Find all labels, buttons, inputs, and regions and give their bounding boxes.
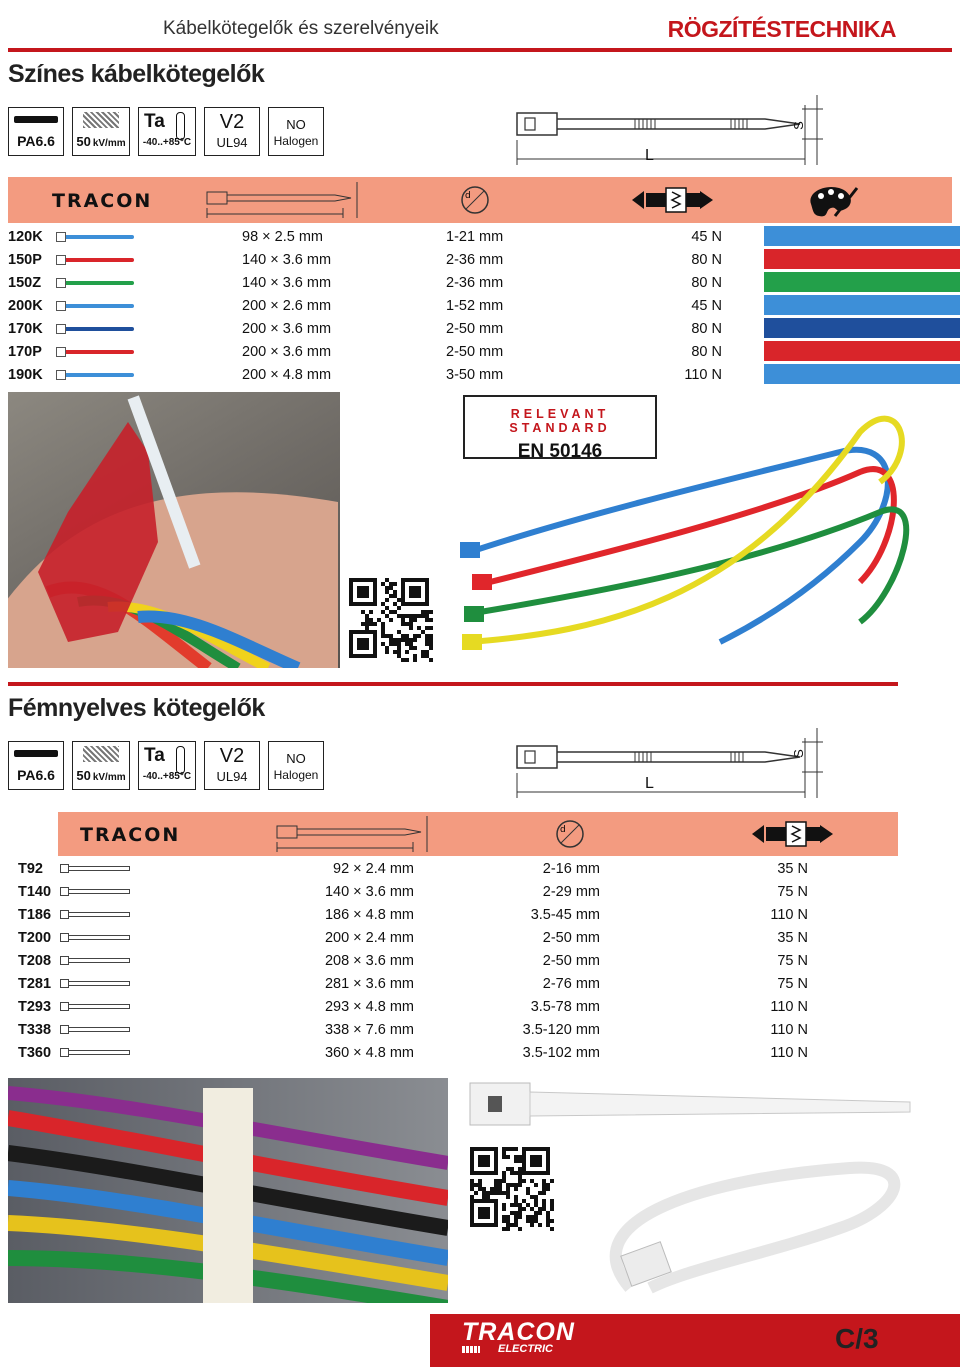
cable-tie-icon [62,327,134,331]
bundle-range: 2-36 mm [446,251,504,268]
width-label: S [790,121,806,130]
metal-tie-icon [66,1027,130,1032]
temperature-box [138,741,196,790]
document-subtitle: Kábelkötegelők és szerelvényeik [163,18,439,39]
length-label: L [645,147,654,164]
tie-head [60,1048,69,1057]
table-row [18,926,808,949]
metal-tie-icon [66,1004,130,1009]
tie-image-cell [58,926,294,949]
footer-brand: TRACON [462,1318,575,1346]
tie-head [56,301,66,311]
tie-head [60,956,69,965]
qr-code-1 [349,578,433,662]
cable-tie-dimension-diagram [505,95,825,170]
fire-class-box [204,741,260,790]
standard-label: RELEVANT STANDARD [509,407,611,435]
tie-head [56,347,66,357]
halogen-box [268,107,324,156]
color-swatch [764,318,960,338]
product-code: T186 [18,906,52,923]
tie-size: 293 × 4.8 mm [324,998,414,1015]
tie-head [56,324,66,334]
cable-tie-icon [62,281,134,285]
tensile-strength: 75 N [777,975,808,992]
tensile-strength-icon-2 [750,817,835,851]
tensile-strength: 75 N [777,883,808,900]
product-code: 200K [8,297,43,314]
halogen-bottom: Halogen [273,134,319,148]
standard-value: EN 50146 [517,441,603,462]
dimension-icon [195,180,365,220]
dielectric-value-row [73,134,129,149]
tie-size: 200 × 3.6 mm [242,320,332,337]
fire-class: V2 [219,745,245,767]
tracon-logo: TRACON [52,190,153,212]
width-label-2: S [790,749,806,758]
table-row [8,317,722,340]
page-number: C/3 [835,1323,879,1354]
tie-size: 200 × 3.6 mm [242,343,332,360]
tie-head [60,864,69,873]
tracon-logo-2: TRACON [80,824,181,846]
tie-image-cell [58,1041,294,1064]
tie-size: 200 × 2.4 mm [324,929,414,946]
lightning-icon [83,112,119,128]
halogen-box [268,741,324,790]
product-photo-cables [8,1078,448,1303]
tie-image-cell [58,880,294,903]
product-code: 170K [8,320,43,337]
bundle-range: 3.5-102 mm [522,1044,600,1061]
tensile-strength: 35 N [777,929,808,946]
tie-image-cell [56,317,242,340]
product-photo-tool [8,392,340,668]
product-code: T281 [18,975,52,992]
svg-text:d: d [560,825,566,835]
product-code: T208 [18,952,52,969]
tie-image-cell [58,857,294,880]
product-code: 150P [8,251,42,268]
length-label-2: L [645,775,654,792]
table-row [18,857,808,880]
product-code: 150Z [8,274,42,291]
product-code: 170P [8,343,42,360]
bundle-range: 2-50 mm [542,929,600,946]
color-swatch [764,272,960,292]
table-row [18,880,808,903]
cable-tie-icon [62,258,134,262]
tie-head [60,1002,69,1011]
cable-tie-icon [14,750,58,757]
table-row [18,949,808,972]
table-row [18,1041,808,1064]
dielectric-box [72,741,130,790]
bundle-range: 2-36 mm [446,274,504,291]
bundle-range: 3.5-45 mm [530,906,600,923]
bundle-range: 2-16 mm [542,860,600,877]
bundle-range: 2-50 mm [446,320,504,337]
cable-tie-icon [62,373,134,377]
product-code: 120K [8,228,43,245]
svg-text:d: d [465,191,471,201]
tie-image-cell [56,225,242,248]
tie-size: 98 × 2.5 mm [242,228,323,245]
cable-tie-icon [14,116,58,123]
bundle-range: 3-50 mm [446,366,504,383]
section2-divider [8,682,898,686]
lightning-icon [83,746,119,762]
tie-size: 338 × 7.6 mm [324,1021,414,1038]
metal-tie-icon [66,889,130,894]
tie-size: 140 × 3.6 mm [242,274,332,291]
color-swatch [764,295,960,315]
fire-standard: UL94 [216,769,248,784]
metal-tie-icon [66,958,130,963]
color-cable-tie-table [8,225,722,386]
tie-size: 186 × 4.8 mm [324,906,414,923]
color-swatch [764,341,960,361]
tie-size: 200 × 4.8 mm [242,366,332,383]
thermometer-icon [176,112,185,140]
tie-size: 140 × 3.6 mm [242,251,332,268]
product-code: T360 [18,1044,52,1061]
bundle-range: 2-50 mm [542,952,600,969]
bundle-range: 3.5-120 mm [522,1021,600,1038]
bundle-range: 2-76 mm [542,975,600,992]
tie-head [56,232,66,242]
dielectric-unit: kV/mm [92,772,126,783]
dielectric-value-row [73,768,129,783]
color-palette-icon [805,182,860,220]
metal-tie-icon [66,912,130,917]
temperature-box [138,107,196,156]
bundle-diameter-icon-2 [550,814,590,856]
fire-class-box [204,107,260,156]
dimension-icon-2 [265,814,435,854]
color-swatch [764,364,960,384]
tie-size: 140 × 3.6 mm [324,883,414,900]
tie-image-cell [58,972,294,995]
metal-tie-table [18,857,808,1064]
tie-image-cell [58,1018,294,1041]
bundle-range: 1-52 mm [446,297,504,314]
tensile-strength: 80 N [691,274,722,291]
color-swatch [764,226,960,246]
tie-image-cell [58,995,294,1018]
tensile-strength: 80 N [691,320,722,337]
product-code: T140 [18,883,52,900]
tie-image-cell [56,340,242,363]
temperature-symbol: Ta [144,745,165,766]
tie-head [56,370,66,380]
tie-size: 200 × 2.6 mm [242,297,332,314]
halogen-top: NO [286,117,306,132]
header-divider [8,48,952,52]
material-box [8,741,64,790]
footer-brand-bars [462,1346,480,1353]
tensile-strength: 35 N [777,860,808,877]
dielectric-value: 50 [76,768,91,783]
category-title: RÖGZÍTÉSTECHNIKA [667,16,896,42]
temperature-range: -40..+85°C [142,137,192,148]
footer-brand-sub: ELECTRIC [498,1343,553,1355]
product-code: T92 [18,860,43,877]
tie-head [56,278,66,288]
tie-image-cell [56,248,242,271]
tie-size: 281 × 3.6 mm [324,975,414,992]
tensile-strength: 110 N [770,1044,808,1061]
tie-head [60,979,69,988]
material-box [8,107,64,156]
table-row [8,225,722,248]
dielectric-box [72,107,130,156]
metal-tie-icon [66,935,130,940]
table-row [8,294,722,317]
temperature-symbol: Ta [144,111,165,132]
tensile-strength: 45 N [691,297,722,314]
dielectric-unit: kV/mm [92,138,126,149]
tensile-strength: 80 N [691,251,722,268]
table-row [18,995,808,1018]
bundle-range: 1-21 mm [446,228,504,245]
bundle-range: 3.5-78 mm [530,998,600,1015]
metal-tie-dimension-diagram [505,728,825,803]
relevant-standard-box [463,395,657,462]
product-code: T293 [18,998,52,1015]
cable-tie-icon [62,304,134,308]
table-row [8,363,722,386]
tensile-strength: 110 N [770,1021,808,1038]
dielectric-value: 50 [76,134,91,149]
qr-code-2 [470,1147,554,1231]
tensile-strength: 45 N [691,228,722,245]
table-row [18,972,808,995]
product-code: 190K [8,366,43,383]
halogen-top: NO [286,751,306,766]
metal-tie-icon [66,981,130,986]
tensile-strength-icon [630,183,715,217]
thermometer-icon [176,746,185,774]
bundle-diameter-icon [455,180,495,222]
bundle-range: 2-29 mm [542,883,600,900]
product-code: T338 [18,1021,52,1038]
tie-size: 92 × 2.4 mm [333,860,414,877]
tie-size: 208 × 3.6 mm [324,952,414,969]
halogen-bottom: Halogen [273,768,319,782]
fire-standard: UL94 [216,135,248,150]
table-row [18,903,808,926]
tie-head [60,910,69,919]
metal-tie-icon [66,866,130,871]
bundle-range: 2-50 mm [446,343,504,360]
product-code: T200 [18,929,52,946]
cable-tie-icon [62,350,134,354]
tie-head [60,933,69,942]
table-row [8,340,722,363]
material-label: PA6.6 [17,767,55,783]
tie-image-cell [58,903,294,926]
metal-tie-icon [66,1050,130,1055]
tensile-strength: 110 N [770,906,808,923]
tie-image-cell [58,949,294,972]
material-label: PA6.6 [17,133,55,149]
color-swatch [764,249,960,269]
tensile-strength: 80 N [691,343,722,360]
table-row [8,248,722,271]
tie-image-cell [56,271,242,294]
section2-title: Fémnyelves kötegelők [8,694,265,722]
tensile-strength: 75 N [777,952,808,969]
table-row [18,1018,808,1041]
tie-head [56,255,66,265]
section1-title: Színes kábelkötegelők [8,60,265,88]
tie-head [60,1025,69,1034]
fire-class: V2 [219,111,245,133]
cable-tie-icon [62,235,134,239]
tie-image-cell [56,294,242,317]
table-row [8,271,722,294]
tie-image-cell [56,363,242,386]
tensile-strength: 110 N [770,998,808,1015]
tensile-strength: 110 N [684,366,722,383]
tie-size: 360 × 4.8 mm [324,1044,414,1061]
temperature-range: -40..+85°C [142,771,192,782]
tie-head [60,887,69,896]
